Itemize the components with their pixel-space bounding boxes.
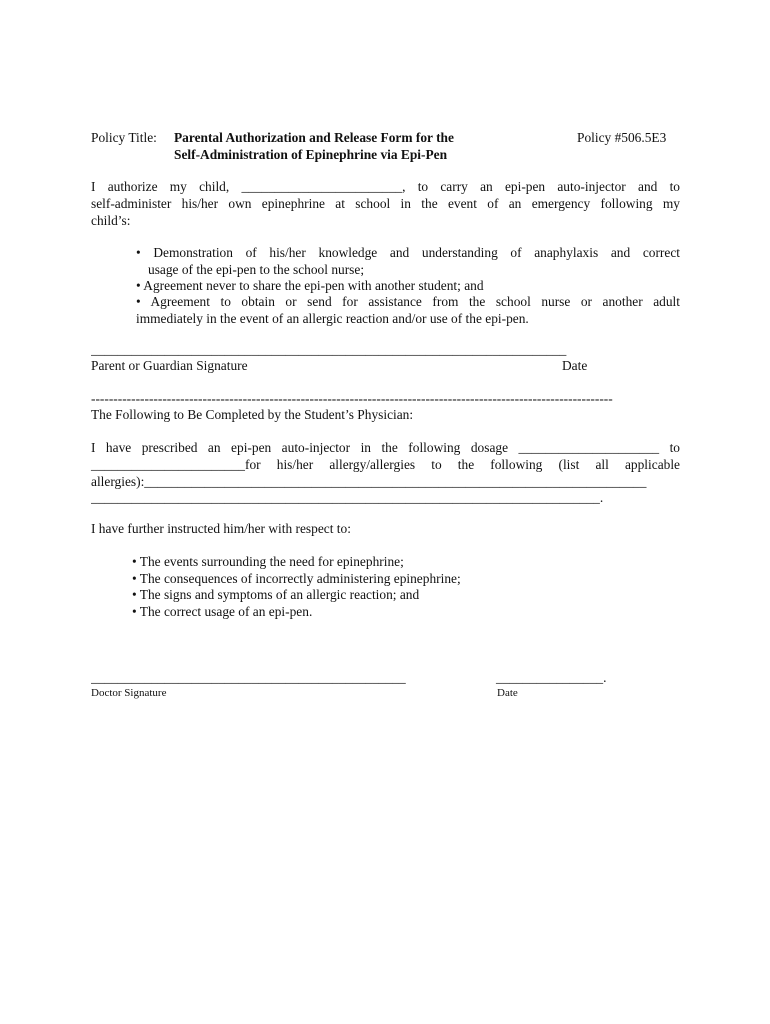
authorization-line3: child’s: — [91, 213, 131, 228]
instruction-bullet-signs: • The signs and symptoms of an allergic reaction; and — [132, 587, 420, 602]
further-instructed-text: I have further instructed him/her with respect to: — [91, 521, 351, 536]
bullet-agreement-share: • Agreement never to share the epi-pen with another student; and — [136, 278, 484, 293]
section-divider: --------------------------------------------------------------------------------------------------------------------- — [91, 391, 613, 406]
physician-heading: The Following to Be Completed by the Student’s Physician: — [91, 407, 414, 422]
doctor-signature-line: _______________________________________________ — [91, 670, 406, 685]
authorization-line1: I authorize my child, ________________________, to carry an epi-pen auto-injector and to — [91, 179, 680, 194]
allergy-line: _______________________for his/her allergy/allergies to the following (list all applicable — [91, 457, 680, 472]
parent-signature-label: Parent or Guardian Signature — [91, 358, 248, 373]
policy-title-line2: Self-Administration of Epinephrine via Epi-Pen — [174, 147, 448, 162]
bullet-demonstration-cont: usage of the epi-pen to the school nurse; — [148, 262, 365, 277]
instruction-bullet-usage: • The correct usage of an epi-pen. — [132, 604, 313, 619]
instruction-bullet-events: • The events surrounding the need for epinephrine; — [132, 554, 404, 569]
policy-number: Policy #506.5E3 — [577, 130, 667, 145]
allergies-list-line2: ____________________________________________________________________________. — [91, 490, 604, 505]
policy-title-line1: Parental Authorization and Release Form for the — [174, 130, 454, 145]
bullet-demonstration: • Demonstration of his/her knowledge and understanding of anaphylaxis and correct — [136, 245, 680, 260]
dosage-line: I have prescribed an epi-pen auto-injector in the following dosage _____________________ to — [91, 440, 680, 455]
instruction-bullet-consequences: • The consequences of incorrectly administering epinephrine; — [132, 571, 461, 586]
bullet-agreement-assistance-cont: immediately in the event of an allergic reaction and/or use of the epi-pen. — [136, 311, 529, 326]
allergies-list-line: allergies):___________________________________________________________________________ — [91, 474, 647, 489]
authorization-line2: self-administer his/her own epinephrine at school in the event of an emergency following my — [91, 196, 680, 211]
doctor-date-label: Date — [497, 687, 518, 699]
bullet-agreement-assistance: • Agreement to obtain or send for assistance from the school nurse or another adult — [136, 294, 680, 309]
doctor-signature-label: Doctor Signature — [91, 687, 167, 699]
doctor-date-line: ________________. — [496, 670, 607, 685]
parent-date-label: Date — [562, 358, 588, 373]
parent-signature-line: _______________________________________________________________________ — [91, 342, 567, 357]
policy-title-label: Policy Title: — [91, 130, 157, 145]
